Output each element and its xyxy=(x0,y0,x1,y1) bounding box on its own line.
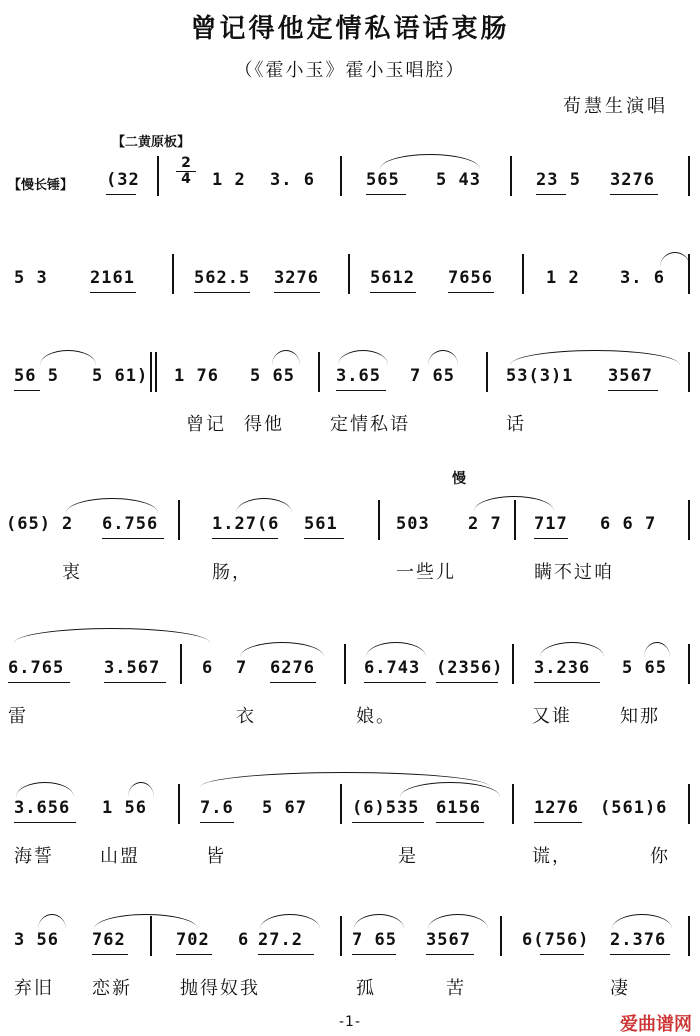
slur xyxy=(40,350,96,365)
note-group: 3 56 xyxy=(14,930,59,950)
note-group: 762 xyxy=(92,930,126,950)
slur xyxy=(354,914,404,929)
slur xyxy=(510,350,680,365)
note-group: 7 65 xyxy=(352,930,397,950)
note-group: (561)6 xyxy=(600,798,668,818)
note-group: 3276 xyxy=(274,268,319,288)
lyric: 山盟 xyxy=(100,846,140,867)
note-group: 27.2 xyxy=(258,930,303,950)
slur xyxy=(540,642,604,657)
note-group: 6(756) xyxy=(522,930,590,950)
note-group: 23 5 xyxy=(536,170,581,190)
note-group: 2 xyxy=(62,514,74,534)
note-group: 1.27(6 xyxy=(212,514,280,534)
slur xyxy=(14,628,210,643)
underline xyxy=(366,194,406,195)
barline xyxy=(688,916,690,956)
note-group: 6.756 xyxy=(102,514,159,534)
note-group: 5 3 xyxy=(14,268,48,288)
slur xyxy=(338,350,388,365)
lyric: 知那 xyxy=(620,706,660,727)
note-group: 6 xyxy=(238,930,250,950)
barline xyxy=(688,500,690,540)
barline xyxy=(522,254,524,294)
performer-credit: 荀慧生演唱 xyxy=(563,96,668,117)
note-group: 5 65 xyxy=(622,658,667,678)
slur xyxy=(16,782,74,797)
slur xyxy=(272,350,300,365)
note-group: 1 2 xyxy=(212,170,246,190)
lyric: 是 xyxy=(398,846,418,867)
slur xyxy=(660,252,690,267)
underline xyxy=(426,954,474,955)
slur xyxy=(428,914,488,929)
note-group: (6)535 xyxy=(352,798,420,818)
site-logo: 爱曲谱网 xyxy=(620,1014,692,1035)
note-group: 2161 xyxy=(90,268,135,288)
barline xyxy=(500,916,502,956)
slur xyxy=(94,914,198,929)
slur xyxy=(236,498,292,513)
underline xyxy=(436,822,484,823)
slur xyxy=(380,154,480,169)
barline xyxy=(340,916,342,956)
lyric: 恋新 xyxy=(92,978,132,999)
page-title: 曾记得他定情私语话衷肠 xyxy=(190,14,510,44)
note-group: 1 56 xyxy=(102,798,147,818)
note-group: 1 2 xyxy=(546,268,580,288)
slur xyxy=(644,642,670,657)
underline xyxy=(534,682,600,683)
lyric: 凄 xyxy=(610,978,630,999)
lyric: 孤 xyxy=(356,978,376,999)
underline xyxy=(104,682,166,683)
underline xyxy=(8,682,70,683)
note-group: 562.5 xyxy=(194,268,251,288)
underline xyxy=(194,292,250,293)
time-signature: 2 4 xyxy=(176,156,196,187)
lyric: 瞒不过咱 xyxy=(534,562,614,583)
page-subtitle: （《霍小玉》霍小玉唱腔） xyxy=(234,60,466,81)
barline xyxy=(512,784,514,824)
note-group: 6276 xyxy=(270,658,315,678)
barline xyxy=(157,156,159,196)
lyric: 你 xyxy=(650,846,670,867)
barline xyxy=(688,156,690,196)
barline xyxy=(510,156,512,196)
note-group: 702 xyxy=(176,930,210,950)
note-group: 6 6 7 xyxy=(600,514,657,534)
page-number: -1- xyxy=(338,1014,361,1030)
barline xyxy=(512,644,514,684)
slur xyxy=(38,914,66,929)
note-group: 3.656 xyxy=(14,798,71,818)
slow-mark: 慢 xyxy=(452,471,466,487)
barline xyxy=(514,500,516,540)
underline xyxy=(608,390,658,391)
lyric: 衷 xyxy=(62,562,82,583)
barline xyxy=(172,254,174,294)
barline xyxy=(378,500,380,540)
barline xyxy=(178,500,180,540)
underline xyxy=(352,822,424,823)
lyric: 海誓 xyxy=(14,846,54,867)
lyric: 抛得奴我 xyxy=(180,978,260,999)
underline xyxy=(448,292,494,293)
barline xyxy=(150,352,152,392)
lyric: 皆 xyxy=(206,846,226,867)
underline xyxy=(258,954,314,955)
lyric: 曾记 xyxy=(186,414,226,435)
barline xyxy=(318,352,320,392)
underline xyxy=(336,390,386,391)
lyric: 肠， xyxy=(212,562,252,583)
note-group: 53(3)1 xyxy=(506,366,574,386)
barline xyxy=(348,254,350,294)
underline xyxy=(352,954,396,955)
underline xyxy=(370,292,416,293)
lyric: 雷 xyxy=(8,706,28,727)
barline xyxy=(486,352,488,392)
note-group: 2 7 xyxy=(468,514,502,534)
note-group: 3.236 xyxy=(534,658,591,678)
lyric: 一些儿 xyxy=(396,562,456,583)
underline xyxy=(364,682,426,683)
lyric: 定情私语 xyxy=(330,414,410,435)
slur xyxy=(428,350,458,365)
barline xyxy=(688,784,690,824)
note-group: 5 65 xyxy=(250,366,295,386)
note-group: 717 xyxy=(534,514,568,534)
note-group: 56 5 xyxy=(14,366,59,386)
underline xyxy=(274,292,320,293)
note-group: 6156 xyxy=(436,798,481,818)
lyric: 苦 xyxy=(446,978,466,999)
underline xyxy=(536,194,566,195)
note-group: 7 65 xyxy=(410,366,455,386)
note-group: 561 xyxy=(304,514,338,534)
underline xyxy=(436,682,498,683)
note-group: 2.376 xyxy=(610,930,667,950)
underline xyxy=(212,538,278,539)
barline xyxy=(344,644,346,684)
barline xyxy=(340,156,342,196)
slur xyxy=(612,914,672,929)
underline xyxy=(270,682,316,683)
underline xyxy=(534,538,568,539)
note-group: 3276 xyxy=(610,170,655,190)
note-group: (65) xyxy=(6,514,51,534)
underline xyxy=(304,538,344,539)
lyric: 谎， xyxy=(532,846,572,867)
barline xyxy=(340,784,342,824)
intro-label: 【慢长锤】 xyxy=(8,178,74,193)
underline xyxy=(200,822,234,823)
note-group: 3. 6 xyxy=(620,268,665,288)
lyric: 又谁 xyxy=(532,706,572,727)
lyric: 得他 xyxy=(244,414,284,435)
underline xyxy=(102,538,164,539)
note-group: 3567 xyxy=(426,930,471,950)
underline xyxy=(540,954,584,955)
note-group: 3. 6 xyxy=(270,170,315,190)
underline xyxy=(610,954,670,955)
note-group: 7.6 xyxy=(200,798,234,818)
lyric: 衣 xyxy=(236,706,256,727)
underline xyxy=(176,954,212,955)
note-group: 5 43 xyxy=(436,170,481,190)
note-group: 7656 xyxy=(448,268,493,288)
underline xyxy=(14,822,76,823)
barline xyxy=(688,352,690,392)
note-group: 503 xyxy=(396,514,430,534)
note-group: 1276 xyxy=(534,798,579,818)
slur xyxy=(128,782,154,797)
lyric: 话 xyxy=(506,414,526,435)
underline xyxy=(610,194,658,195)
slur xyxy=(240,642,324,657)
underline xyxy=(90,292,136,293)
note-group: 565 xyxy=(366,170,400,190)
lyric: 娘。 xyxy=(356,706,396,727)
note-group: 3.65 xyxy=(336,366,381,386)
note-group: 7 xyxy=(236,658,248,678)
note-group: 3.567 xyxy=(104,658,161,678)
underline xyxy=(106,194,136,195)
barline xyxy=(688,644,690,684)
underline xyxy=(14,390,40,391)
barline xyxy=(688,254,690,294)
tempo-label: 【二黄原板】 xyxy=(112,135,191,150)
note-group: 6.743 xyxy=(364,658,421,678)
underline xyxy=(534,822,582,823)
slur xyxy=(366,642,426,657)
note-group: (2356) xyxy=(436,658,504,678)
lyric: 弃旧 xyxy=(14,978,54,999)
note-group: 5612 xyxy=(370,268,415,288)
note-group: 6 xyxy=(202,658,214,678)
slur xyxy=(66,498,158,513)
note-group: (32 xyxy=(106,170,140,190)
note-group: 5 61) xyxy=(92,366,149,386)
underline xyxy=(92,954,128,955)
note-group: 6.765 xyxy=(8,658,65,678)
barline xyxy=(178,784,180,824)
barline xyxy=(155,352,157,392)
slur xyxy=(260,914,320,929)
note-group: 1 76 xyxy=(174,366,219,386)
barline xyxy=(150,916,152,956)
note-group: 3567 xyxy=(608,366,653,386)
barline xyxy=(180,644,182,684)
note-group: 5 67 xyxy=(262,798,307,818)
